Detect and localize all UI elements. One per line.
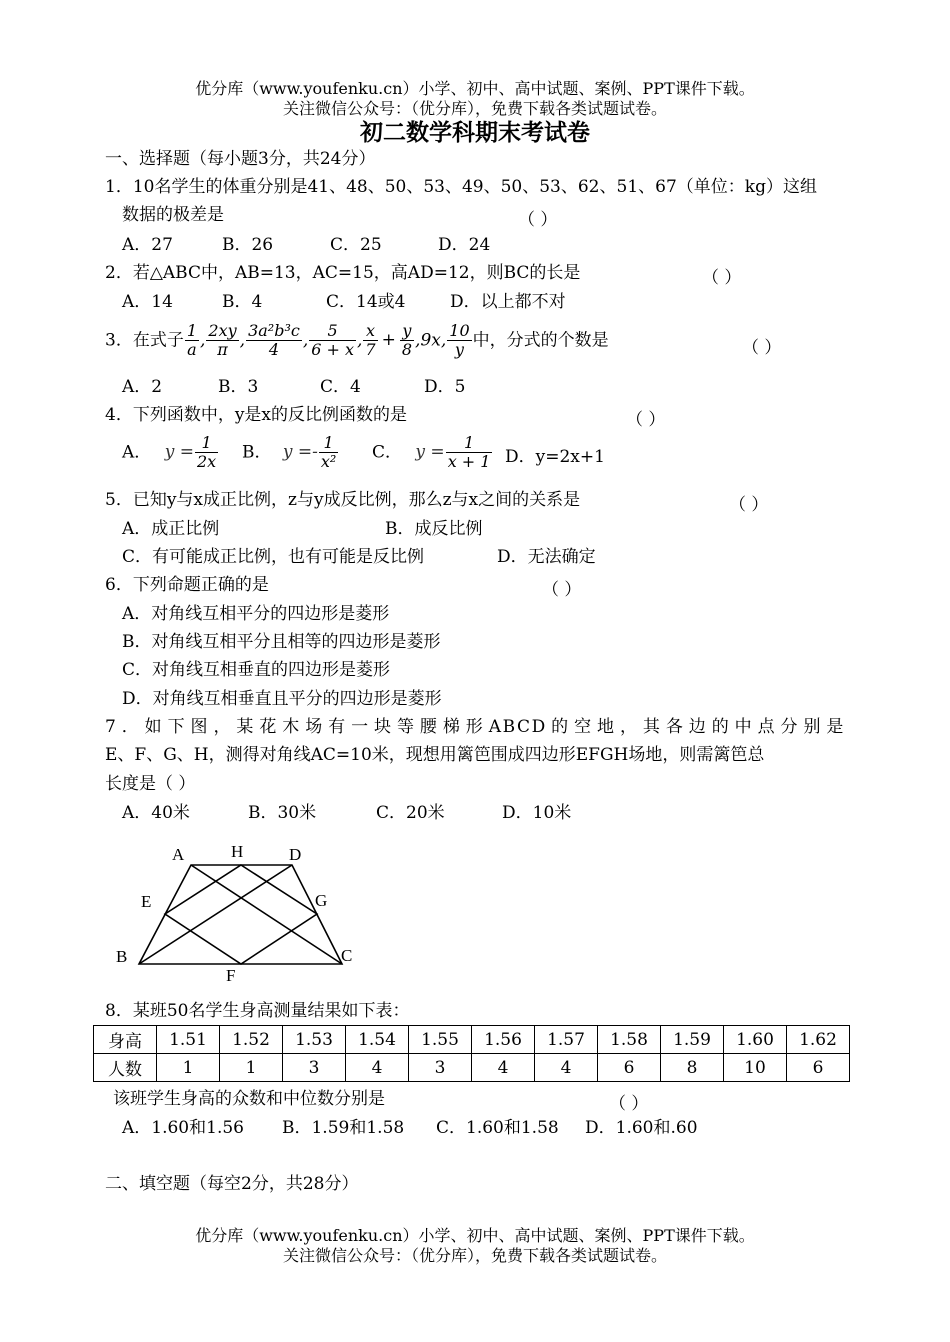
q3-f6-den: 8 [401, 340, 413, 360]
q3-f2-num: 2xy [208, 321, 237, 340]
q3-comma-2: , [239, 330, 246, 351]
q4-c-den: x + 1 [447, 452, 491, 472]
q3-stem [105, 322, 609, 360]
q4-option-c-label: C． [372, 442, 403, 463]
q1-option-c: C．25 [330, 235, 382, 255]
table-cell: 1.55 [409, 1026, 472, 1054]
q7-option-a: A．40米 [122, 803, 190, 823]
table-cell: 10 [724, 1054, 787, 1082]
q2-answer-paren: （ ） [702, 268, 742, 288]
q3-option-b: B．3 [218, 377, 259, 397]
q3-option-a: A．2 [122, 377, 163, 397]
label-a: A [172, 845, 185, 864]
q3-f7-den: y [454, 340, 464, 360]
q4-a-num: 1 [195, 434, 218, 453]
q3-f1-den: a [187, 340, 197, 360]
q3-f6-num: y [400, 322, 414, 341]
table-cell: 1.54 [346, 1026, 409, 1054]
q1-answer-paren: （ ） [518, 210, 558, 230]
q8-option-b: B．1.59和1.58 [282, 1118, 405, 1138]
q3-f4-num: 5 [309, 322, 356, 341]
q8-answer-paren: （ ） [609, 1094, 649, 1114]
table-row-heights [94, 1026, 850, 1054]
q4-option-c-fraction [446, 434, 493, 472]
q3-f2-den: π [217, 340, 228, 360]
diagonal-bd [139, 865, 292, 964]
q2-stem: 2．若△ABC中，AB=13，AC=15，高AD=12，则BC的长是 [105, 263, 581, 283]
q4-b-num: 1 [319, 434, 338, 453]
q3-fraction-5 [363, 322, 377, 360]
q4-b-den: x² [320, 452, 337, 472]
trapezoid-abcd [139, 865, 342, 964]
q8-question: 该班学生身高的众数和中位数分别是 [113, 1089, 385, 1109]
q8-option-d: D．1.60和.60 [585, 1118, 698, 1138]
q5-option-b: B．成反比例 [385, 519, 483, 539]
q3-option-c: C．4 [320, 377, 361, 397]
q3-fraction-7 [447, 322, 471, 360]
q7-option-d: D．10米 [502, 803, 572, 823]
q3-f5-num: x [363, 322, 377, 341]
q5-answer-paren: （ ） [729, 495, 769, 515]
footer-line-1: 优分库（www.youfenku.cn）小学、初中、高中试题、案例、PPT课件下载。 [195, 1226, 755, 1245]
table-cell: 3 [283, 1054, 346, 1082]
label-c: C [341, 946, 353, 965]
table-cell: 1.51 [157, 1026, 220, 1054]
table-row-counts [94, 1054, 850, 1082]
q6-option-a: A．对角线互相平分的四边形是菱形 [122, 604, 390, 624]
table-cell: 4 [346, 1054, 409, 1082]
header-line-2: 关注微信公众号：（优分库），免费下载各类试题试卷。 [282, 99, 667, 118]
header-line-1: 优分库（www.youfenku.cn）小学、初中、高中试题、案例、PPT课件下载。 [195, 79, 755, 98]
q4-option-c-lhs: y = [415, 442, 445, 463]
q6-option-c: C．对角线互相垂直的四边形是菱形 [122, 660, 391, 680]
q3-f7-num: 10 [449, 321, 470, 340]
section-2-heading: 二、填空题（每空2分，共28分） [105, 1174, 359, 1194]
q3-comma-4: , [357, 330, 363, 351]
q4-option-b-label: B． [242, 442, 272, 463]
table-cell: 1.56 [472, 1026, 535, 1054]
q1-option-d: D．24 [438, 235, 491, 255]
table-cell: 1 [220, 1054, 283, 1082]
q5-option-d: D．无法确定 [497, 547, 596, 567]
q2-option-b: B．4 [222, 292, 263, 312]
q1-line-2: 数据的极差是 [122, 205, 224, 225]
q4-option-a-fraction [195, 434, 218, 472]
q1-option-b: B．26 [222, 235, 274, 255]
q3-comma-3: , [302, 330, 309, 351]
q5-option-c: C．有可能成正比例，也有可能是反比例 [122, 547, 425, 567]
table-cell: 6 [787, 1054, 850, 1082]
q1-line-1: 1．10名学生的体重分别是41、48、50、53、49、50、53、62、51、67（单位：kg）这组 [105, 177, 817, 197]
q3-f5-den: 7 [365, 340, 376, 360]
label-e: E [141, 892, 152, 911]
q6-answer-paren: （ ） [542, 580, 582, 600]
table-cell: 1.57 [535, 1026, 598, 1054]
label-b: B [116, 947, 128, 966]
q2-option-a: A．14 [122, 292, 173, 312]
q4-a-den: 2x [196, 452, 217, 472]
q3-f4-den: 6 + x [311, 340, 355, 360]
q5-option-a: A．成正比例 [122, 519, 220, 539]
section-1-heading: 一、选择题（每小题3分，共24分） [105, 149, 376, 169]
q2-option-c: C．14或4 [326, 292, 406, 312]
diagonal-ac [191, 865, 342, 964]
trapezoid-figure [105, 838, 365, 988]
q5-stem: 5．已知y与x成正比例，z与y成反比例，那么z与x之间的关系是 [105, 490, 581, 510]
q4-option-a-lhs: y = [164, 442, 194, 463]
label-f: F [226, 966, 236, 985]
q8-option-c: C．1.60和1.58 [436, 1118, 559, 1138]
q3-plus: + [381, 330, 396, 351]
q3-mid: ,9x, [415, 330, 447, 351]
footer-line-2: 关注微信公众号：（优分库），免费下载各类试题试卷。 [282, 1246, 667, 1265]
q7-option-b: B．30米 [248, 803, 317, 823]
q6-stem: 6．下列命题正确的是 [105, 575, 269, 595]
q3-option-d: D．5 [424, 377, 466, 397]
table-cell: 6 [598, 1054, 661, 1082]
table-cell: 4 [472, 1054, 535, 1082]
q7-option-c: C．20米 [376, 803, 445, 823]
q6-option-b: B．对角线互相平分且相等的四边形是菱形 [122, 632, 441, 652]
q3-fraction-3 [246, 322, 302, 360]
label-g: G [315, 891, 328, 910]
q7-line-1: 7．如下图，某花木场有一块等腰梯形ABCD的空地，其各边的中点分别是 [105, 717, 845, 737]
q7-line-3: 长度是（ ） [105, 774, 196, 794]
q4-option-a [122, 434, 219, 472]
q3-f3-den: 4 [268, 340, 280, 360]
q3-comma-1: , [200, 330, 206, 351]
q4-option-b-lhs: y =- [282, 442, 318, 463]
q2-option-d: D．以上都不对 [450, 292, 566, 312]
q4-option-a-label: A． [122, 442, 152, 463]
q3-suffix: 中，分式的个数是 [472, 330, 609, 351]
q3-fraction-4 [309, 322, 356, 360]
label-h: H [231, 842, 244, 861]
q4-stem: 4．下列函数中，y是x的反比例函数的是 [105, 405, 408, 425]
q4-option-b-fraction [319, 434, 338, 472]
q4-answer-paren: （ ） [626, 410, 666, 430]
table-cell: 1.53 [283, 1026, 346, 1054]
table-cell: 1.59 [661, 1026, 724, 1054]
q7-line-2: E、F、G、H，测得对角线AC=10米，现想用篱笆围成四边形EFGH场地，则需篱笆总 [105, 745, 765, 765]
q4-option-b [242, 434, 339, 472]
quadrilateral-efgh [165, 865, 317, 964]
table-label-height: 身高 [94, 1026, 157, 1054]
table-cell: 8 [661, 1054, 724, 1082]
q3-fraction-6 [400, 322, 414, 360]
table-cell: 1.60 [724, 1026, 787, 1054]
q3-fraction-1 [185, 322, 199, 360]
q3-fraction-2 [206, 322, 238, 360]
table-label-count: 人数 [94, 1054, 157, 1082]
table-cell: 1.58 [598, 1026, 661, 1054]
q8-stem: 8．某班50名学生身高测量结果如下表： [105, 1001, 410, 1021]
table-cell: 1.52 [220, 1026, 283, 1054]
height-table [93, 1025, 850, 1082]
q4-c-num: 1 [446, 434, 493, 453]
q6-option-d: D．对角线互相垂直且平分的四边形是菱形 [122, 689, 442, 709]
q4-option-c [372, 434, 493, 472]
table-cell: 1.62 [787, 1026, 850, 1054]
table-cell: 4 [535, 1054, 598, 1082]
q3-f1-num: 1 [186, 321, 198, 340]
table-cell: 3 [409, 1054, 472, 1082]
q3-answer-paren: （ ） [742, 338, 782, 358]
q1-option-a: A．27 [122, 235, 173, 255]
page-title: 初二数学科期末考试卷 [360, 119, 590, 146]
q3-f3-num: 3a²b³c [248, 321, 300, 340]
q4-option-d: D．y=2x+1 [505, 447, 605, 467]
q3-prefix: 3．在式子 [105, 330, 184, 351]
table-cell: 1 [157, 1054, 220, 1082]
q8-option-a: A．1.60和1.56 [122, 1118, 244, 1138]
label-d: D [289, 845, 302, 864]
